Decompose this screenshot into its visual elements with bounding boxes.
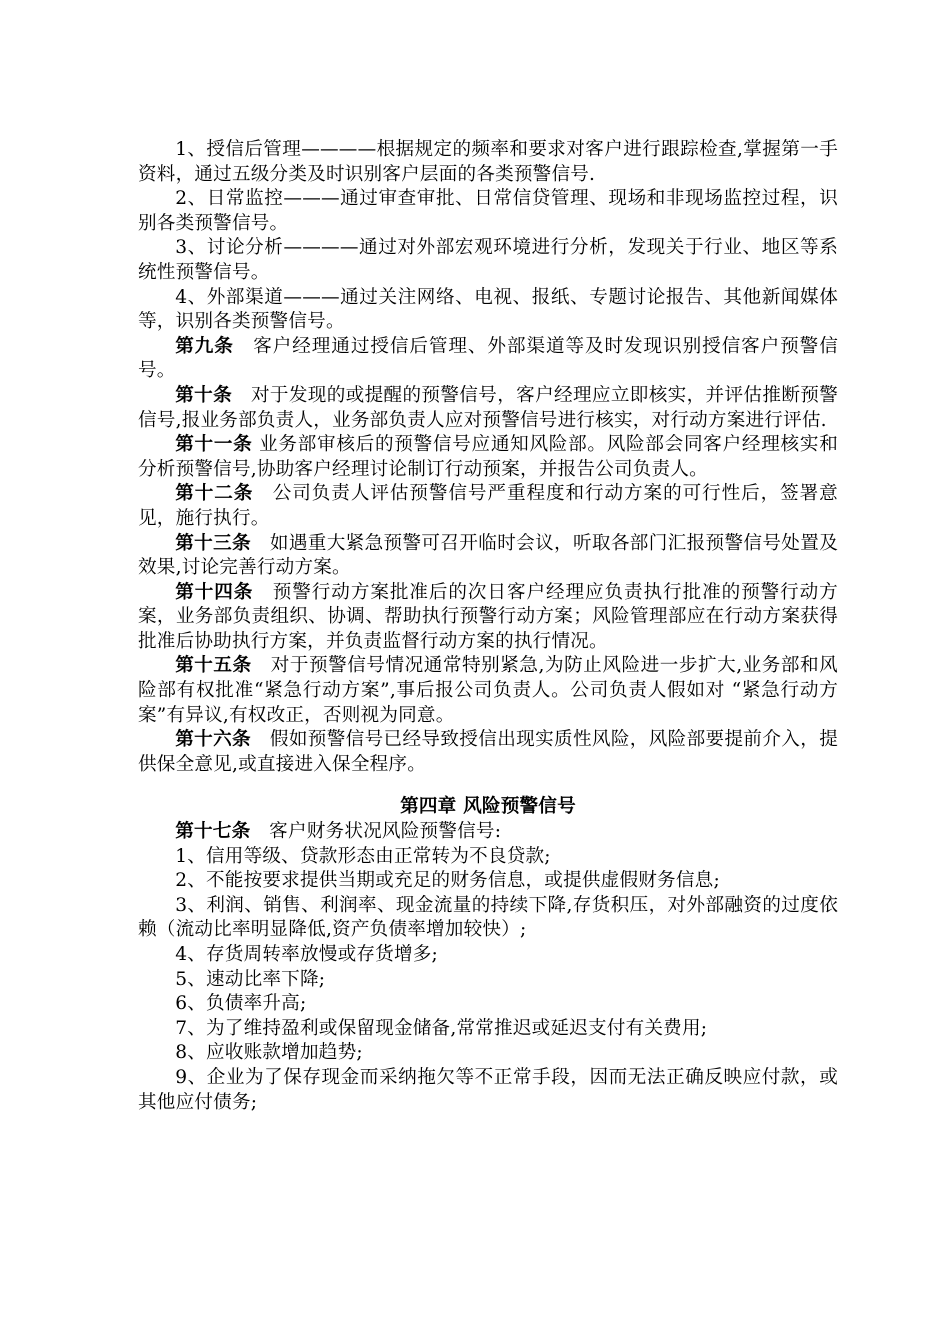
article-label: 第十七条 (175, 821, 251, 843)
article-text: 对于发现的或提醒的预警信号，客户经理应立即核实，并评估推断预警信号,报业务部负责人，业务部负责人应对预警信号进行核实，对行动方案进行评估. (138, 384, 838, 431)
article-text: 假如预警信号已经导致授信出现实质性风险，风险部要提前介入，提供保全意见,或直接进入保全程序。 (138, 729, 838, 775)
article-label: 第十条 (175, 384, 233, 406)
list-item: 2、不能按要求提供当期或充足的财务信息，或提供虚假财务信息; (175, 870, 720, 892)
article-15 (138, 654, 838, 728)
article-label: 第十一条 (175, 434, 253, 456)
list-item: 4、外部渠道———通过关注网络、电视、报纸、专题讨论报告、其他新闻媒体等，识别各类预警信号。 (138, 286, 838, 333)
article-16 (138, 728, 838, 777)
list-item: 5、速动比率下降; (175, 968, 326, 990)
list-item: 6、负债率升高; (175, 993, 307, 1015)
article-label: 第九条 (175, 335, 234, 357)
list-item: 3、利润、销售、利润率、现金流量的持续下降,存货积压，对外部融资的过度依赖（流动比率明显降低,资产负债率增加较快）; (138, 894, 838, 941)
list-item: 1、授信后管理————根据规定的频率和要求对客户进行跟踪检查,掌握第一手资料，通过五级分类及时识别客户层面的各类预警信号. (138, 139, 838, 185)
article-14 (138, 581, 838, 655)
article-label: 第十三条 (175, 532, 251, 554)
article-9 (138, 335, 838, 384)
section-gap (138, 777, 838, 785)
article-11 (138, 433, 838, 482)
chapter-title: 第四章 风险预警信号 (400, 796, 576, 818)
article-label: 第十六条 (175, 729, 251, 751)
list-item: 7、为了维持盈利或保留现金储备,常常推迟或延迟支付有关费用; (175, 1017, 708, 1039)
document-body (138, 138, 838, 1115)
article-text: 对于预警信号情况通常特别紧急,为防止风险进一步扩大,业务部和风险部有权批准“紧急行动方案”,事后报公司负责人。公司负责人假如对 “紧急行动方案”有异议,有权改正，否则视为同意。 (138, 655, 838, 726)
list-item: 3、讨论分析————通过对外部宏观环境进行分析，发现关于行业、地区等系统性预警信号。 (138, 237, 838, 283)
article-12 (138, 482, 838, 531)
list-item: 8、应收账款增加趋势; (175, 1042, 363, 1064)
list-item: 9、企业为了保存现金而采纳拖欠等不正常手段，因而无法正确反映应付款，或其他应付债务; (138, 1066, 838, 1113)
article-label: 第十二条 (175, 483, 254, 505)
article-text: 客户经理通过授信后管理、外部渠道等及时发现识别授信客户预警信号。 (138, 335, 838, 382)
list-item: 1、信用等级、贷款形态由正常转为不良贷款; (175, 845, 551, 867)
article-17 (138, 820, 838, 845)
article-text: 预警行动方案批准后的次日客户经理应负责执行批准的预警行动方案，业务部负责组织、协调、帮助执行预警行动方案；风险管理部应在行动方案获得批准后协助执行方案，并负责监督行动方案的执行情况。 (138, 581, 838, 652)
list-item: 4、存货周转率放慢或存货增多; (175, 944, 439, 965)
article-13 (138, 532, 838, 581)
article-label: 第十五条 (175, 655, 252, 677)
article-text: 如遇重大紧急预警可召开临时会议，听取各部门汇报预警信号处置及效果,讨论完善行动方案。 (138, 532, 838, 579)
article-text: 客户财务状况风险预警信号: (250, 821, 502, 843)
article-text: 业务部审核后的预警信号应通知风险部。风险部会同客户经理核实和分析预警信号,协助客户经理讨论制订行动预案，并报告公司负责人。 (138, 434, 838, 480)
article-text: 公司负责人评估预警信号严重程度和行动方案的可行性后，签署意见，施行执行。 (138, 483, 838, 529)
list-item: 2、日常监控———通过审查审批、日常信贷管理、现场和非现场监控过程，识别各类预警信号。 (138, 188, 838, 234)
article-10 (138, 384, 838, 433)
article-label: 第十四条 (175, 581, 254, 603)
